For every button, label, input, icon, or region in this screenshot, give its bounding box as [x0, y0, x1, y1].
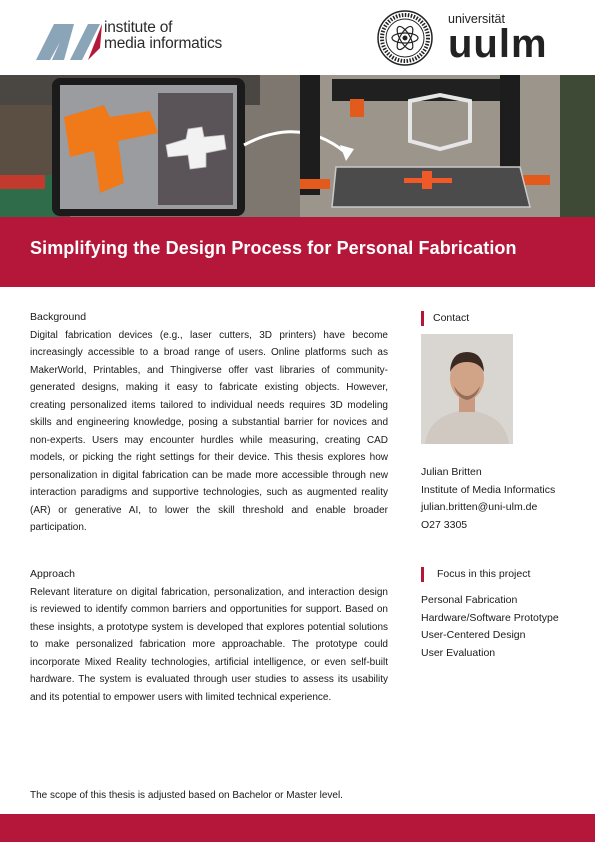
portrait-image — [421, 334, 513, 444]
hero-image — [0, 75, 595, 217]
approach-label: Approach — [30, 568, 75, 580]
institute-name-line2: media informatics — [104, 35, 223, 52]
contact-institute: Institute of Media Informatics — [421, 483, 556, 496]
focus-item: User Evaluation — [421, 646, 496, 659]
contact-heading: Contact — [421, 311, 469, 326]
header — [0, 0, 595, 75]
title-banner — [0, 217, 595, 287]
institute-name — [104, 20, 222, 52]
institute-name-line1: institute of — [104, 19, 173, 36]
university-wordmark: uulm — [448, 22, 548, 66]
contact-name: Julian Britten — [421, 466, 482, 478]
university-label: universität — [448, 12, 505, 26]
background-text: Digital fabrication devices (e.g., laser cutters, 3D printers) have become increasingly accessible to a broad range of users. Online platforms such as MakerWorld, Printables, and Thingiverse offer vast libraries of community-generated designs, making it easy to fabricate existing objects. However, creating personalized items tailored to individual needs requires 3D modeling skills and engineering knowledge, posing a substantial barrier for novices and non-experts. Users may encounter hurdles while measuring, creating CAD models, or picking the right settings for their device. This thesis explores how personalization in digital fabrication can be made more accessible through new interaction paradigms and supportive technologies, such as augmented reality (AR) or generative AI, to lower the skill threshold and enable broader participation. — [30, 329, 388, 533]
contact-photo — [421, 334, 513, 444]
approach-section — [30, 566, 388, 706]
focus-item: Hardware/Software Prototype — [421, 611, 559, 624]
contact-email[interactable]: julian.britten@uni-ulm.de — [421, 501, 538, 513]
university-logo — [448, 12, 568, 68]
page-title: Simplifying the Design Process for Personal Fabrication — [30, 238, 517, 258]
scope-note: The scope of this thesis is adjusted based on Bachelor or Master level. — [30, 790, 343, 801]
approach-text: Relevant literature on digital fabrication, personalization, and interaction design is reviewed to identify common barriers and opportunities for support. Based on these insights, a prototype system is developed that explores potential solutions to make personalized fabrication more approachable. The prototype could incorporate Mixed Reality technologies, artificial intelligence, or even self-built hardware. The system is evaluated through user studies to assess its usability and its potential to empower users with limited technical experience. — [30, 586, 388, 703]
focus-list — [421, 592, 581, 662]
focus-item: User-Centered Design — [421, 629, 526, 641]
background-label: Background — [30, 311, 87, 323]
hero-illustration — [0, 75, 595, 217]
contact-phone: O27 3305 — [421, 518, 468, 531]
contact-details — [421, 464, 581, 534]
background-section — [30, 309, 388, 537]
footer-bar — [0, 814, 595, 842]
seal-icon — [377, 10, 433, 66]
focus-heading: Focus in this project — [421, 567, 530, 582]
focus-item: Personal Fabrication — [421, 594, 518, 606]
